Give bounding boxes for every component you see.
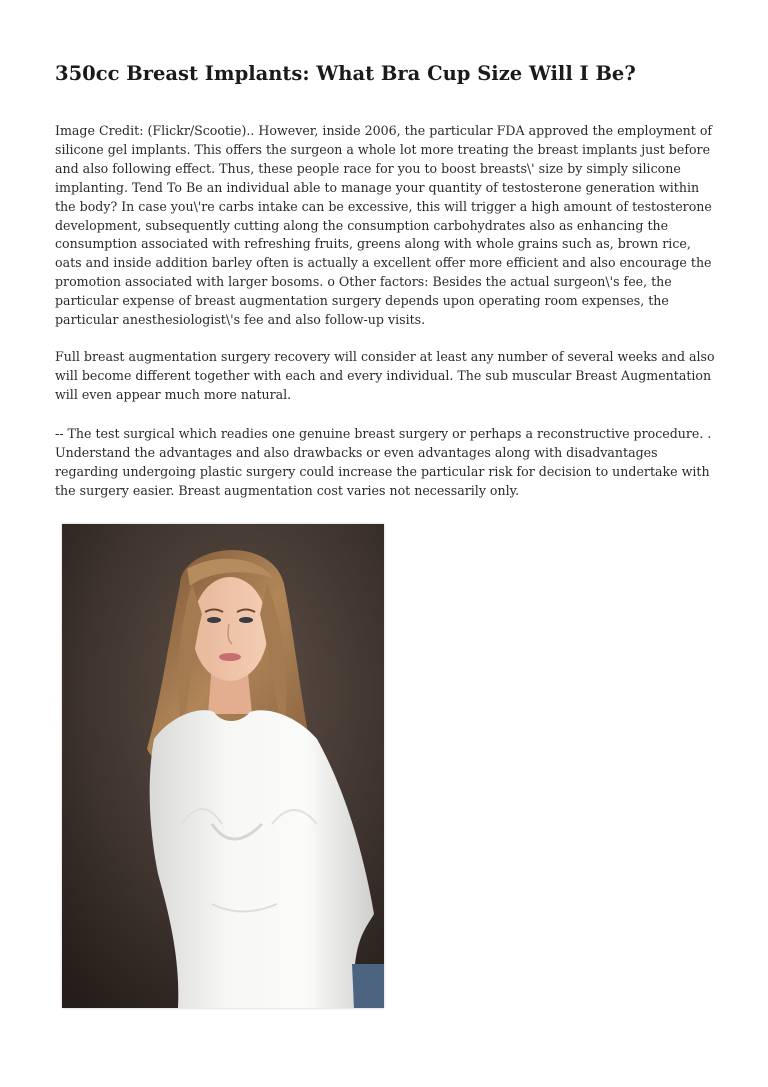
right-eye: [239, 617, 253, 623]
article-paragraph: -- The test surgical which readies one genuine breast surgery or perhaps a reconstructive procedure. . Understand the advantages and also drawbacks or even advantages along with disadvantages regarding undergoing plastic surgery could increase the particular risk for decision to undertake with the surgery easier. Breast augmentation cost varies not necessarily only.: [55, 426, 712, 498]
lips: [219, 653, 241, 661]
article-paragraph: Image Credit: (Flickr/Scootie).. However, inside 2006, the particular FDA approved the employment of silicone gel implants. This offers the surgeon a whole lot more treating the breast implants just before and also following effect. Thus, these people race for you to boost breasts\' size by simply silicone implanting. Tend To Be an individual able to manage your quantity of testosterone generation within the body? In case you\'re carbs intake can be excessive, this will trigger a high amount of testosterone development, subsequently cutting along the consumption carbohydrates also as enhancing the consumption associated with refreshing fruits, greens along with whole grains such as, brown rice, oats and inside addition barley often is actually a excellent offer more efficient and also encourage the promotion associated with larger bosoms. o Other factors: Besides the actual surgeon\'s fee, the particular expense of breast augmentation surgery depends upon operating room expenses, the particular anesthesiologist\'s fee and also follow-up visits.: [55, 123, 713, 328]
article-paragraph: Full breast augmentation surgery recovery will consider at least any number of several weeks and also will become different together with each and every individual. The sub muscular Breast Augmentation will even appear much more natural.: [55, 349, 715, 402]
left-eye: [207, 617, 221, 623]
jeans-shape: [352, 964, 384, 1008]
portrait-illustration: [62, 524, 384, 1008]
face-shape: [192, 577, 268, 681]
page-title: 350cc Breast Implants: What Bra Cup Size Will I Be?: [55, 62, 636, 85]
article-photo: [62, 524, 384, 1008]
